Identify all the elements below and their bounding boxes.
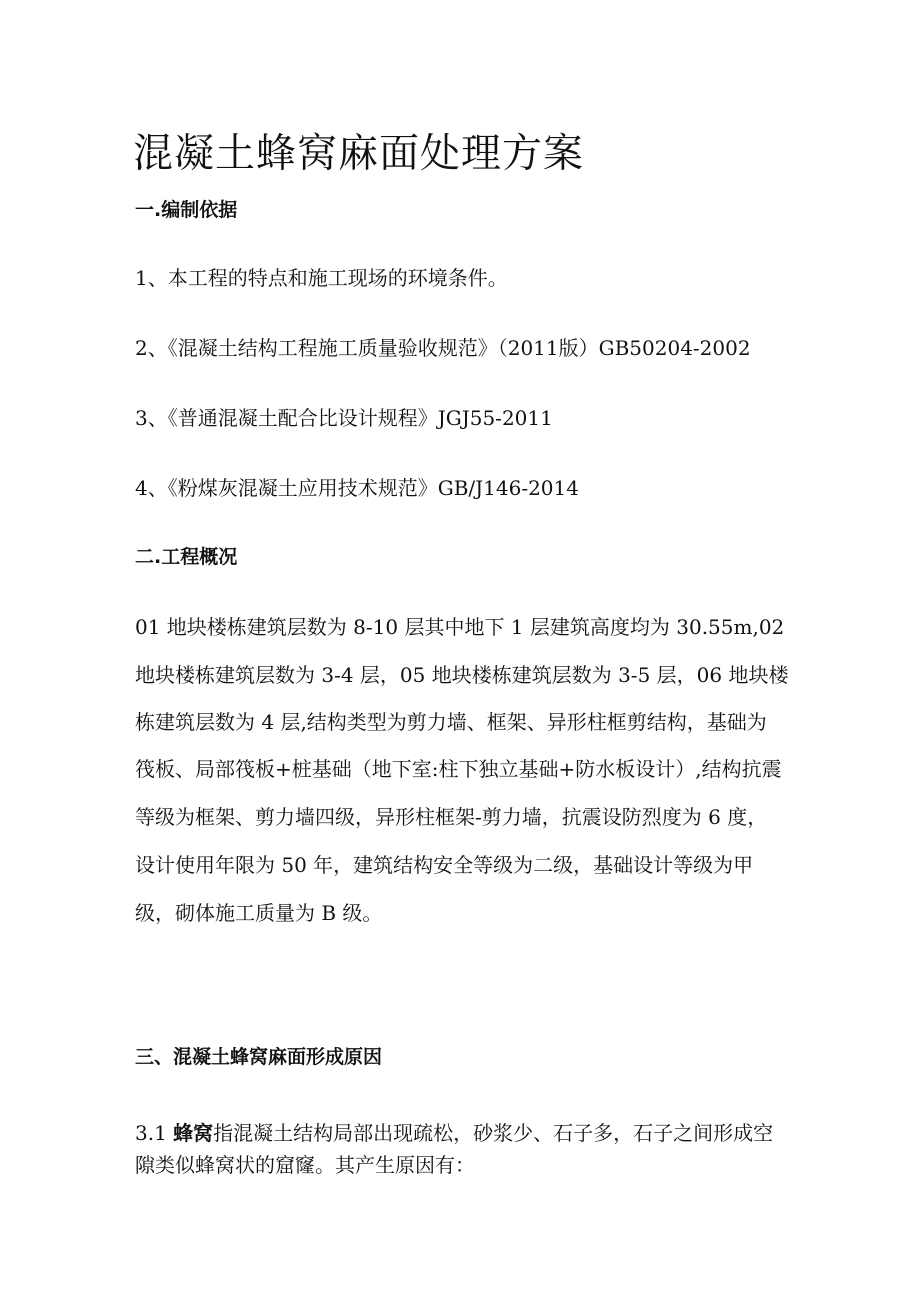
term-honeycomb: 蜂窝 [173, 1121, 214, 1145]
overview-line: 等级为框架、剪力墙四级，异形柱框架-剪力墙，抗震设防烈度为 6 度， [135, 805, 768, 829]
section-heading-overview: 二.工程概况 [135, 546, 238, 568]
overview-line: 01 地块楼栋建筑层数为 8-10 层其中地下 1 层建筑高度均为 30.55m,02 [135, 615, 785, 639]
causes-paragraph-line: 隙类似蜂窝状的窟窿。其产生原因有： [135, 1153, 475, 1177]
clause-number: 3.1 [135, 1121, 174, 1145]
basis-item: 3、《普通混凝土配合比设计规程》JGJ55-2011 [135, 406, 553, 430]
basis-item: 4、《粉煤灰混凝土应用技术规范》GB/J146-2014 [135, 476, 579, 500]
clause-text: 指混凝土结构局部出现疏松，砂浆少、石子多，石子之间形成空 [213, 1121, 774, 1145]
basis-item: 2、《混凝土结构工程施工质量验收规范》（2011版）GB50204-2002 [135, 336, 751, 360]
overview-line: 栋建筑层数为 4 层,结构类型为剪力墙、框架、异形柱框剪结构，基础为 [135, 710, 767, 734]
overview-line: 地块楼栋建筑层数为 3-4 层，05 地块楼栋建筑层数为 3-5 层，06 地块楼 [135, 663, 789, 687]
section-heading-causes: 三、混凝土蜂窝麻面形成原因 [135, 1046, 383, 1068]
causes-paragraph-line [135, 1121, 773, 1145]
overview-line: 筏板、局部筏板+桩基础（地下室:柱下独立基础+防水板设计）,结构抗震 [135, 757, 782, 781]
document-title: 混凝土蜂窝麻面处理方案 [133, 130, 584, 177]
section-heading-basis: 一.编制依据 [135, 199, 238, 221]
basis-item: 1、本工程的特点和施工现场的环境条件。 [135, 266, 508, 290]
overview-line: 级，砌体施工质量为 B 级。 [135, 901, 383, 925]
overview-line: 设计使用年限为 50 年，建筑结构安全等级为二级，基础设计等级为甲 [135, 853, 754, 877]
